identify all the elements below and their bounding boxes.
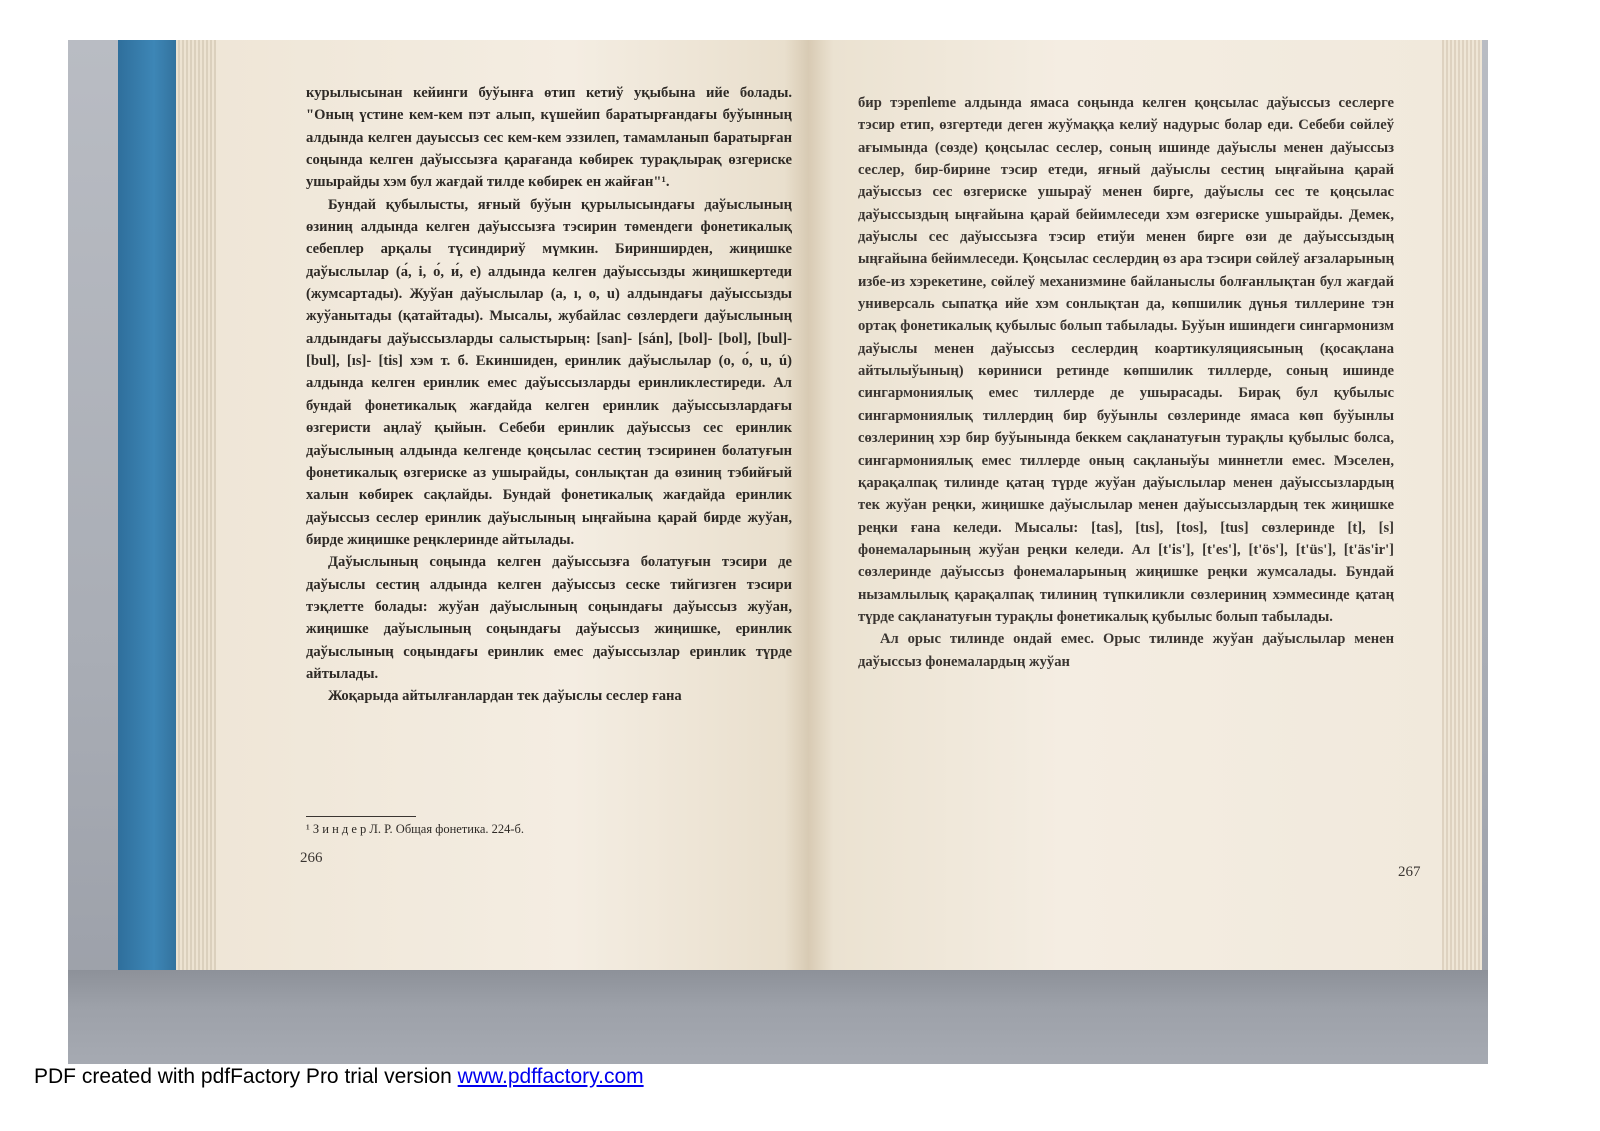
left-paragraph-4: Жоқарыда айтылғанлардан тек даўыслы сеслер ғана xyxy=(328,688,682,705)
left-page xyxy=(216,40,808,972)
left-paragraph-3: Даўыслының соңында келген даўыссызға болатуғын тэсири де даўыслы сестиң алдында келген даўыссыз сеске тийгизген тэсири тэқлетте болады: жуўан даўыслының соңындағы даўыссыз жуўан, жиңишке даўыслының соңындағы даўыссыз жиңишке, еринлик даўыслының соңындағы еринлик емес даўыссызлар еринлик түрде айтылады. xyxy=(306,554,792,682)
left-page-text xyxy=(306,82,792,708)
footnote: ¹ З и н д е р Л. Р. Общая фонетика. 224-б. xyxy=(306,822,525,836)
page-edges-right xyxy=(1440,40,1482,995)
scanned-book-image xyxy=(68,40,1488,1064)
right-page xyxy=(808,40,1442,992)
page-number-left: 266 xyxy=(300,850,323,866)
left-paragraph-2: Бундай қубылысты, яғный буўын қурылысындағы даўыслының өзиниң алдында келген даўыссызға тэсирин төмендеги фонетикалық себеплер арқалы түсиндириў мүмкин. Биринширден, жиңишке даўыслылар (а́, і, о́, и́, е) алдында келген даўыссызды жиңишкертеди (жумсартады). Жуўан даўыслылар (а, ı, о, u) алдындағы даўыссызды жуўанытады (қатайтады). Мысалы, жубайлас сөзлердеги даўыслының алдындағы даўыссызларды салыстырың: [san]- [sán], [bol]- [bol], [bul]- [bul], [ıs]- [tis] хэм т. б. Екиншиден, еринлик даўыслылар (о, о́, u, ú) алдында келген еринлик емес даўыссызларды еринликлестиреди. Ал бундай фонетикалық жағдайда келген еринлик даўыссызлардағы өзгеристи аңлаў қыйын. Себеби еринлик даўыссыз сес еринлик даўыслының алдында келгенде қоңсылас сестиң тэсиринен болатуғын фонетикалық өзгериске аз ушырайды, сонлықтан да өзиниң тэбийғый халын көбирек сақлайды. Бундай фонетикалық жағдайда еринлик даўыссыз сеслер еринлик даўыслының ыңғайына қарай бирде жуўан, бирде жиңишке реңклеринде айтылады. xyxy=(306,196,792,548)
pdf-footer xyxy=(34,1065,644,1089)
scan-shadow xyxy=(68,970,1488,1064)
left-paragraph-1: курылысынан кейинги буўынға өтип кетиў уқыбына ийе болады. "Оның үстине кем-кем пэт алып, күшейип баратырғандағы буўынның алдында келген дауыссыз сес кем-кем эззилеп, тамамланып баратырған соңында келген даўыссызға қарағанда көбирек турақлырақ өзгериске ушырайды хэм бул жағдай тилде көбирек ен жайған"¹. xyxy=(306,85,792,191)
right-paragraph-1: бир тэрепleme алдында ямаса соңында келген қоңсылас даўыссыз сеслерге тэсир етип, өзгертеди деген жуўмаққа келиў надурыс болар еди. Себеби сөйлеў ағымында (сөзде) қоңсылас сеслер, соның ишинде даўыслы менен даўыссыз сеслер, бир-бирине тэсир етеди, яғный даўыслы сестиң ыңғайына қарай даўыссыз сес өзгериске ушыраў менен бирге, даўыслы сес те қоңсылас даўыссыздың ыңғайына қарай бейимлеседи хэм өзгериске ушырайды. Демек, даўыслы сес даўыссызға тэсир етиўи менен бирге өзи де даўыссыздың ыңғайына бейимлеседи. Қоңсылас сеслердиң өз ара тэсири сөйлеў ағзаларының избе-из хэрекетине, сөйлеў механизмине байланыслы болғанлықтан бул жағдай универсаль сыпатқа ийе хэм сонлықтан да, көпшилик дүнья тиллерине тэн ортақ фонетикалық қубылыс болып табылады. Буўын ишиндеги сингармонизм даўыслы менен даўыссыз сеслердиң коартикуляциясының (қосақлана айтылыўының) көриниси ретинде көпшилик тиллерде, соның ишинде сингармониялық емес тиллерде де ушырасады. Бирақ бул қубылыс сингармониялық тиллердиң бир буўынлы сөзлеринде ямаса көп буўынлы сөзлериниң хэр бир буўынында беккем сақланатуғын турақлы қубылыс болса, сингармониялық емес тиллерде оның сақланыўы миннетли емес. Мэселен, қарақалпақ тилинде қатаң түрде жуўан даўыслылар менен даўыссызлардың тек жуўан реңки, жиңишке даўыслылар менен даўыссызлардың тек жиңишке реңки ғана келеди. Мысалы: [tas], [tıs], [tos], [tus] сөзлеринде [t], [s] фонемаларының жуўан реңки келеди. Ал [t'is'], [t'es'], [t'ös'], [t'üs'], [t'äs'ir'] сөзлеринде даўыссыз фонемаларының жиңишке реңки жумсалады. Бундай нызамлылық қарақалпақ тилиниң түпкиликли сөзлериниң хэммесинде қатаң түрде сақланатуғын турақлы фонетикалық қубылыс болып табылады. xyxy=(858,95,1394,625)
right-paragraph-2: Ал орыс тилинде ондай емес. Орыс тилинде жуўан даўыслылар менен даўыссыз фонемалардың жуўан xyxy=(858,631,1394,670)
footnote-divider xyxy=(306,816,416,817)
footer-link[interactable]: www.pdffactory.com xyxy=(457,1065,644,1088)
page-edges-left xyxy=(176,40,216,975)
footer-text: PDF created with pdfFactory Pro trial version xyxy=(34,1065,458,1088)
page-number-right: 267 xyxy=(1398,864,1421,880)
right-page-text xyxy=(858,92,1394,673)
